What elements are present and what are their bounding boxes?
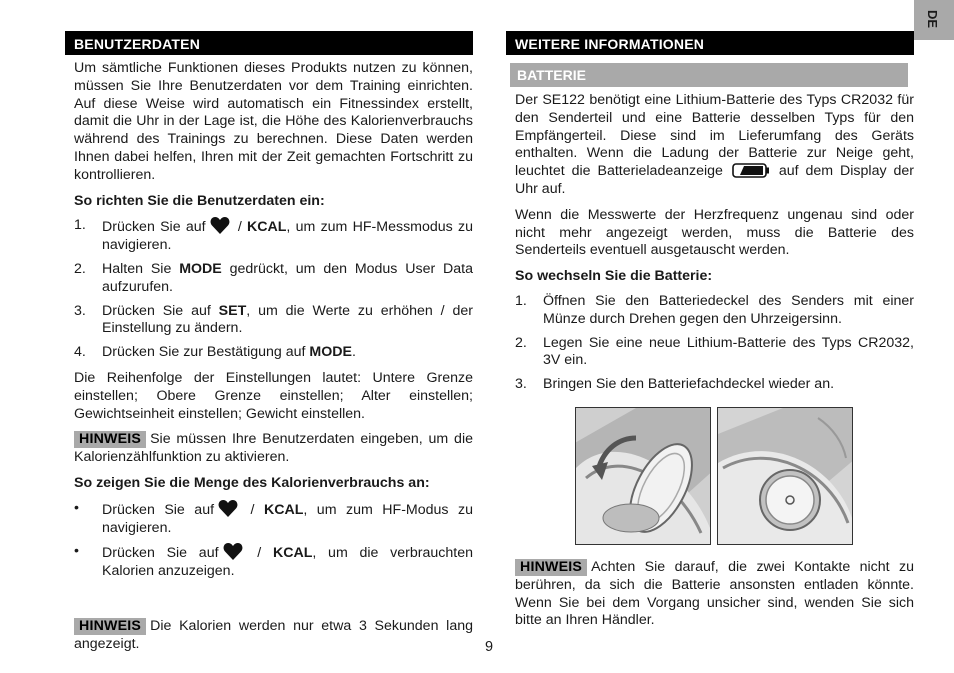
calorie-bullet: • Drücken Sie auf / KCAL, um zum HF-Modus zu navigieren. bbox=[74, 499, 473, 536]
section-header-benutzerdaten: BENUTZERDATEN bbox=[65, 31, 473, 55]
left-column bbox=[65, 31, 473, 654]
setup-heading: So richten Sie die Benutzerdaten ein: bbox=[74, 192, 325, 209]
heart-rate-paragraph: Wenn die Messwerte der Herzfrequenz ungenau sind oder nicht mehr angezeigt werden, muss die Batterie des Senderteils eventuell ausgetauscht werden. bbox=[515, 206, 914, 259]
right-column bbox=[506, 31, 914, 630]
section-header-weitere-informationen: WEITERE INFORMATIONEN bbox=[506, 31, 914, 55]
heart-icon bbox=[210, 217, 230, 234]
settings-order-paragraph: Die Reihenfolge der Einstellungen lautet: Untere Grenze einstellen; Obere Grenze einstellen; Alter einstellen; Gewichtseinheit einstellen; Gewicht einstellen. bbox=[74, 369, 473, 422]
intro-paragraph: Um sämtliche Funktionen dieses Produkts nutzen zu können, müssen Sie Ihre Benutzerdaten vor dem Training einrichten. Auf diese Weise wird automatisch ein Fitnessindex erstellt, damit die Uhr in der Lage ist, die Höhe des Kalorienverbrauchs während des Trainings zu berechnen. Diese Daten werden Ihnen dabei helfen, Ihren mit der Zeit gemachten Fortschritt zu kontrollieren. bbox=[74, 60, 473, 183]
photo-open-battery-cover bbox=[575, 407, 711, 545]
note-badge: HINWEIS bbox=[74, 618, 146, 635]
battery-indicator-icon bbox=[732, 163, 770, 178]
change-battery-heading: So wechseln Sie die Batterie: bbox=[515, 268, 713, 285]
photo-battery-compartment bbox=[717, 407, 853, 545]
note-calories-duration: HINWEIS Die Kalorien werden nur etwa 3 Sekunden lang angezeigt. bbox=[74, 617, 473, 652]
note-badge: HINWEIS bbox=[74, 431, 146, 448]
setup-step: 2. Halten Sie MODE gedrückt, um den Modus User Data aufzurufen. bbox=[74, 260, 473, 295]
battery-step: 1. Öffnen Sie den Batteriedeckel des Senders mit einer Münze durch Drehen gegen den Uhrzeigersinn. bbox=[515, 292, 914, 327]
note-contacts: HINWEIS Achten Sie darauf, die zwei Kontakte nicht zu berühren, da sich die Batterie ansonsten entladen könnte. Wenn Sie bei dem Vorgang unsicher sind, wenden Sie sich bitte an Ihren Händler. bbox=[515, 558, 914, 629]
setup-step: 1. Drücken Sie auf / KCAL, um zum HF-Messmodus zu navigieren. bbox=[74, 217, 473, 254]
heart-icon bbox=[223, 543, 243, 560]
calorie-heading: So zeigen Sie die Menge des Kalorienverbrauchs an: bbox=[74, 474, 430, 491]
language-tab bbox=[914, 0, 954, 40]
subsection-header-batterie: BATTERIE bbox=[510, 63, 908, 87]
language-code: DE bbox=[925, 10, 940, 29]
heart-icon bbox=[218, 500, 238, 517]
battery-step: 3. Bringen Sie den Batteriefachdeckel wieder an. bbox=[515, 376, 835, 393]
battery-paragraph: Der SE122 benötigt eine Lithium-Batterie des Typs CR2032 für den Senderteil und eine Batterie desselben Typs für den Empfängerteil. Diese sind im Lieferumfang des Geräts enthalten. Wenn die Ladung der Batterie zur Neige geht, leuchtet die Batterieladeanzeige auf dem Display der Uhr auf. bbox=[515, 92, 914, 197]
battery-step: 2. Legen Sie eine neue Lithium-Batterie des Typs CR2032, 3V ein. bbox=[515, 334, 914, 369]
page-number: 9 bbox=[484, 639, 494, 655]
battery-photos bbox=[575, 407, 914, 545]
calorie-bullet: • Drücken Sie auf / KCAL, um die verbrauchten Kalorien anzuzeigen. bbox=[74, 543, 473, 580]
setup-step: 3. Drücken Sie auf SET, um die Werte zu erhöhen / der Einstellung zu ändern. bbox=[74, 302, 473, 337]
note-user-data: HINWEIS Sie müssen Ihre Benutzerdaten eingeben, um die Kalorienzählfunktion zu aktivieren. bbox=[74, 431, 473, 466]
setup-step: 4. Drücken Sie zur Bestätigung auf MODE. bbox=[74, 344, 356, 361]
note-badge: HINWEIS bbox=[515, 559, 587, 576]
